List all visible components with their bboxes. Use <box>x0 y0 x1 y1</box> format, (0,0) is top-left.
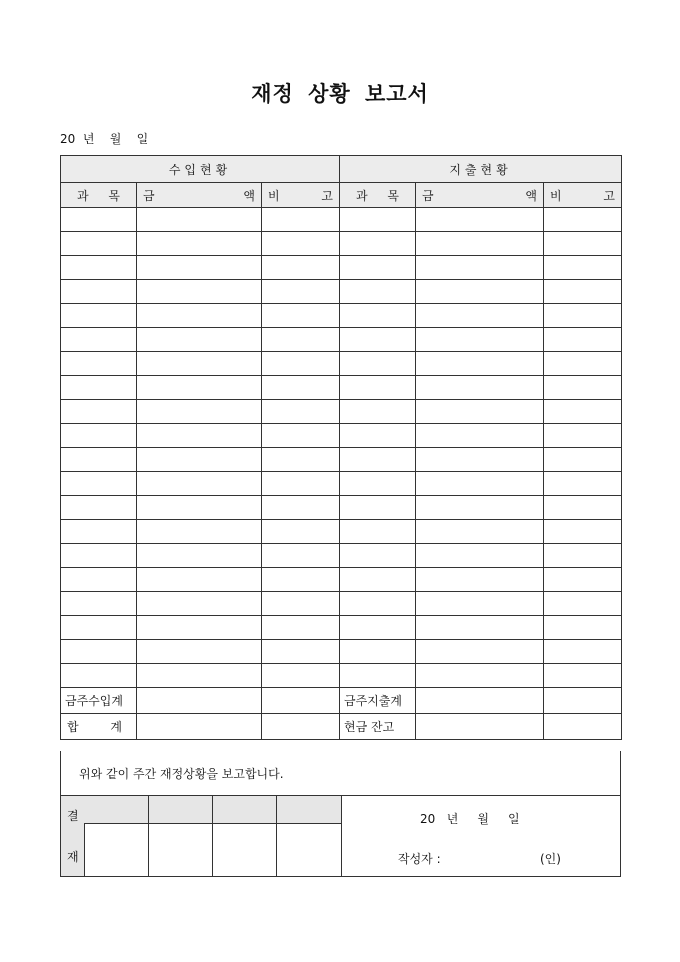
cash-balance-label: 현금 잔고 <box>340 714 416 740</box>
table-row <box>61 304 622 328</box>
income-amount-cell[interactable] <box>137 256 262 280</box>
income-amount-cell[interactable] <box>137 400 262 424</box>
expense-item-cell[interactable] <box>340 544 416 568</box>
table-row <box>61 232 622 256</box>
expense-amount-cell[interactable] <box>416 448 544 472</box>
expense-note-cell[interactable] <box>544 232 622 256</box>
expense-item-cell[interactable] <box>340 592 416 616</box>
approval-date: 20 년 월 일 <box>420 812 520 826</box>
expense-item-cell[interactable] <box>340 424 416 448</box>
expense-note-cell[interactable] <box>544 640 622 664</box>
expense-amount-cell[interactable] <box>416 376 544 400</box>
expense-note-header: 비 고 <box>544 183 622 208</box>
income-amount-cell[interactable] <box>137 208 262 232</box>
approver-title-2[interactable] <box>149 796 213 824</box>
income-note-cell[interactable] <box>262 496 340 520</box>
expense-item-cell[interactable] <box>340 400 416 424</box>
table-row <box>61 328 622 352</box>
expense-item-cell[interactable] <box>340 256 416 280</box>
expense-amount-cell[interactable] <box>416 328 544 352</box>
expense-amount-cell[interactable] <box>416 280 544 304</box>
table-row <box>61 256 622 280</box>
income-note-cell[interactable] <box>262 424 340 448</box>
expense-item-cell[interactable] <box>340 448 416 472</box>
expense-note-cell[interactable] <box>544 520 622 544</box>
expense-amount-cell[interactable] <box>416 496 544 520</box>
table-row <box>61 352 622 376</box>
approval-label <box>61 796 85 876</box>
approval-section <box>60 796 621 877</box>
expense-item-cell[interactable] <box>340 208 416 232</box>
income-note-cell[interactable] <box>262 664 340 688</box>
income-item-cell[interactable] <box>61 352 137 376</box>
table-row <box>61 376 622 400</box>
income-item-cell[interactable] <box>61 592 137 616</box>
income-item-cell[interactable] <box>61 304 137 328</box>
expense-amount-cell[interactable] <box>416 256 544 280</box>
income-note-cell[interactable] <box>262 352 340 376</box>
income-note-cell[interactable] <box>262 280 340 304</box>
expense-amount-cell[interactable] <box>416 232 544 256</box>
approval-info <box>342 796 620 876</box>
expense-note-cell[interactable] <box>544 352 622 376</box>
income-item-cell[interactable] <box>61 280 137 304</box>
approver-sign-1[interactable] <box>84 824 149 876</box>
income-amount-cell[interactable] <box>137 472 262 496</box>
expense-note-cell[interactable] <box>544 376 622 400</box>
table-row <box>61 592 622 616</box>
report-date: 20 년 월 일 <box>60 132 149 146</box>
income-note-cell[interactable] <box>262 448 340 472</box>
income-amount-cell[interactable] <box>137 424 262 448</box>
income-note-cell[interactable] <box>262 640 340 664</box>
approver-title-4[interactable] <box>277 796 341 824</box>
weekly-expense-total-label: 금주지출계 <box>340 688 416 714</box>
expense-amount-cell[interactable] <box>416 400 544 424</box>
income-item-cell[interactable] <box>61 328 137 352</box>
income-item-cell[interactable] <box>61 568 137 592</box>
table-row <box>61 640 622 664</box>
income-item-cell[interactable] <box>61 232 137 256</box>
income-note-cell[interactable] <box>262 568 340 592</box>
approval-grid <box>84 796 342 876</box>
income-amount-cell[interactable] <box>137 376 262 400</box>
expense-item-cell[interactable] <box>340 232 416 256</box>
income-item-cell[interactable] <box>61 256 137 280</box>
expense-item-cell[interactable] <box>340 280 416 304</box>
table-row <box>61 496 622 520</box>
expense-item-cell[interactable] <box>340 520 416 544</box>
finance-table <box>60 155 622 740</box>
income-amount-cell[interactable] <box>137 640 262 664</box>
approver-title-3[interactable] <box>213 796 277 824</box>
expense-note-cell[interactable] <box>544 448 622 472</box>
income-amount-header: 금 액 <box>137 183 262 208</box>
expense-note-cell[interactable] <box>544 280 622 304</box>
income-amount-cell[interactable] <box>137 568 262 592</box>
expense-note-cell[interactable] <box>544 664 622 688</box>
income-item-cell[interactable] <box>61 496 137 520</box>
income-amount-cell[interactable] <box>137 352 262 376</box>
cash-balance-note[interactable] <box>544 714 622 740</box>
expense-note-cell[interactable] <box>544 592 622 616</box>
weekly-expense-total-note[interactable] <box>544 688 622 714</box>
table-row <box>61 568 622 592</box>
statement-text: 위와 같이 주간 재정상황을 보고합니다. <box>60 751 621 796</box>
expense-item-cell[interactable] <box>340 568 416 592</box>
expense-note-cell[interactable] <box>544 400 622 424</box>
expense-item-cell[interactable] <box>340 376 416 400</box>
income-note-cell[interactable] <box>262 304 340 328</box>
table-row <box>61 616 622 640</box>
expense-item-cell[interactable] <box>340 664 416 688</box>
income-note-cell[interactable] <box>262 328 340 352</box>
expense-amount-cell[interactable] <box>416 640 544 664</box>
income-amount-cell[interactable] <box>137 448 262 472</box>
table-row <box>61 208 622 232</box>
weekly-income-total-label: 금주수입계 <box>61 688 137 714</box>
income-amount-cell[interactable] <box>137 544 262 568</box>
expense-note-cell[interactable] <box>544 208 622 232</box>
expense-amount-cell[interactable] <box>416 664 544 688</box>
income-item-cell[interactable] <box>61 664 137 688</box>
expense-item-cell[interactable] <box>340 352 416 376</box>
approval-label-bottom: 재 <box>67 850 79 864</box>
income-note-cell[interactable] <box>262 232 340 256</box>
expense-amount-cell[interactable] <box>416 616 544 640</box>
table-row <box>61 400 622 424</box>
income-amount-cell[interactable] <box>137 592 262 616</box>
expense-amount-cell[interactable] <box>416 472 544 496</box>
income-item-cell[interactable] <box>61 448 137 472</box>
income-item-header: 과 목 <box>61 183 137 208</box>
income-item-cell[interactable] <box>61 376 137 400</box>
income-note-cell[interactable] <box>262 208 340 232</box>
income-note-cell[interactable] <box>262 616 340 640</box>
income-amount-cell[interactable] <box>137 520 262 544</box>
income-item-cell[interactable] <box>61 472 137 496</box>
expense-item-header: 과 목 <box>340 183 416 208</box>
income-note-cell[interactable] <box>262 520 340 544</box>
table-row <box>61 280 622 304</box>
income-amount-cell[interactable] <box>137 280 262 304</box>
income-amount-cell[interactable] <box>137 232 262 256</box>
weekly-income-total-note[interactable] <box>262 688 340 714</box>
expense-item-cell[interactable] <box>340 472 416 496</box>
approver-sign-4[interactable] <box>277 824 341 876</box>
approval-label-top: 결 <box>67 809 79 823</box>
table-row <box>61 544 622 568</box>
grand-total-amount[interactable] <box>137 714 262 740</box>
income-item-cell[interactable] <box>61 616 137 640</box>
writer-label: 작성자 : <box>398 852 441 866</box>
income-amount-cell[interactable] <box>137 664 262 688</box>
expense-note-cell[interactable] <box>544 616 622 640</box>
income-amount-cell[interactable] <box>137 304 262 328</box>
grand-total-label: 합 계 <box>61 714 137 740</box>
table-row <box>61 448 622 472</box>
income-item-cell[interactable] <box>61 544 137 568</box>
expense-note-cell[interactable] <box>544 496 622 520</box>
income-header: 수입현황 <box>61 156 340 183</box>
expense-note-cell[interactable] <box>544 544 622 568</box>
expense-item-cell[interactable] <box>340 616 416 640</box>
income-note-cell[interactable] <box>262 472 340 496</box>
expense-amount-header: 금 액 <box>416 183 544 208</box>
expense-item-cell[interactable] <box>340 640 416 664</box>
table-row <box>61 472 622 496</box>
income-item-cell[interactable] <box>61 424 137 448</box>
expense-amount-cell[interactable] <box>416 208 544 232</box>
approver-title-1[interactable] <box>84 796 149 824</box>
approver-sign-2[interactable] <box>149 824 213 876</box>
income-item-cell[interactable] <box>61 520 137 544</box>
income-note-cell[interactable] <box>262 592 340 616</box>
expense-note-cell[interactable] <box>544 256 622 280</box>
weekly-income-total-amount[interactable] <box>137 688 262 714</box>
expense-note-cell[interactable] <box>544 472 622 496</box>
income-note-cell[interactable] <box>262 400 340 424</box>
income-item-cell[interactable] <box>61 640 137 664</box>
income-amount-cell[interactable] <box>137 616 262 640</box>
expense-item-cell[interactable] <box>340 496 416 520</box>
income-item-cell[interactable] <box>61 400 137 424</box>
cash-balance-amount[interactable] <box>416 714 544 740</box>
expense-note-cell[interactable] <box>544 328 622 352</box>
approver-sign-3[interactable] <box>213 824 277 876</box>
expense-amount-cell[interactable] <box>416 424 544 448</box>
weekly-expense-total-amount[interactable] <box>416 688 544 714</box>
income-note-cell[interactable] <box>262 544 340 568</box>
expense-amount-cell[interactable] <box>416 304 544 328</box>
income-note-cell[interactable] <box>262 256 340 280</box>
expense-header: 지출현황 <box>340 156 622 183</box>
expense-item-cell[interactable] <box>340 304 416 328</box>
expense-amount-cell[interactable] <box>416 592 544 616</box>
expense-note-cell[interactable] <box>544 424 622 448</box>
page-title: 재정 상황 보고서 <box>251 81 429 106</box>
table-row <box>61 424 622 448</box>
expense-note-cell[interactable] <box>544 304 622 328</box>
table-row <box>61 520 622 544</box>
income-note-cell[interactable] <box>262 376 340 400</box>
expense-item-cell[interactable] <box>340 328 416 352</box>
grand-total-note[interactable] <box>262 714 340 740</box>
income-note-header: 비 고 <box>262 183 340 208</box>
expense-note-cell[interactable] <box>544 568 622 592</box>
expense-amount-cell[interactable] <box>416 352 544 376</box>
seal-mark: (인) <box>540 852 561 866</box>
income-amount-cell[interactable] <box>137 328 262 352</box>
expense-amount-cell[interactable] <box>416 520 544 544</box>
expense-amount-cell[interactable] <box>416 544 544 568</box>
income-item-cell[interactable] <box>61 208 137 232</box>
table-row <box>61 664 622 688</box>
income-amount-cell[interactable] <box>137 496 262 520</box>
expense-amount-cell[interactable] <box>416 568 544 592</box>
